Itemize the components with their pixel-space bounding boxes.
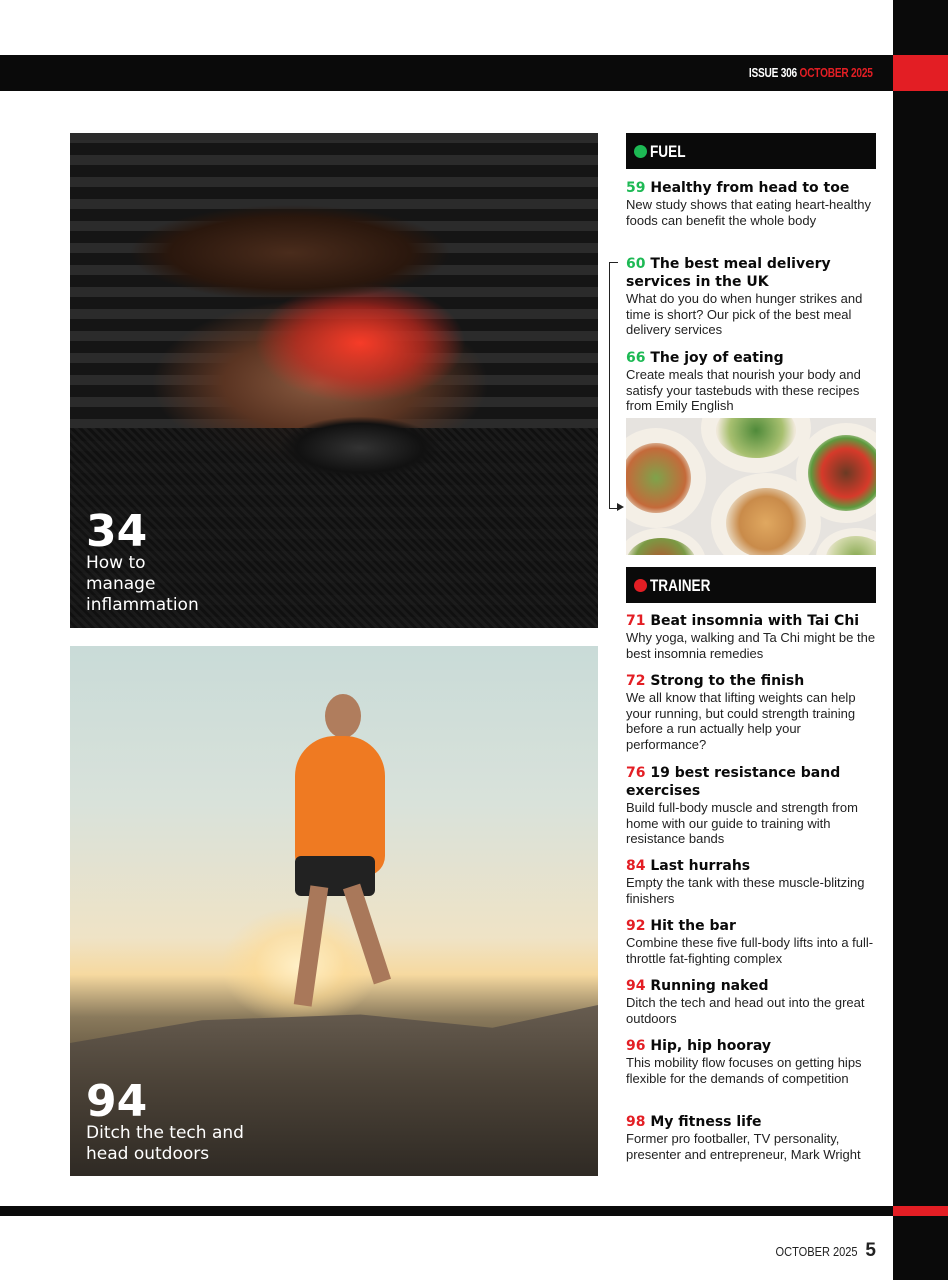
section-header-trainer: [626, 567, 876, 603]
entry-page: 72: [626, 673, 646, 689]
entry-desc: We all know that lifting weights can help your running, but could strength training before a run actually help your performance?: [626, 690, 856, 752]
entry-page: 66: [626, 350, 646, 366]
photo-arm: [110, 133, 470, 333]
entry-page: 84: [626, 858, 646, 874]
entry-title-line: [626, 764, 878, 800]
entry-desc: Create meals that nourish your body and satisfy your tastebuds with these recipes from Emily English: [626, 367, 861, 413]
runner-head: [325, 694, 361, 738]
contents-entry[interactable]: [626, 612, 878, 661]
entry-title-line: [626, 179, 878, 197]
entry-title: Hit the bar: [650, 918, 736, 934]
edge-red-tab: [893, 55, 948, 91]
feature-text-line: manage: [86, 574, 156, 594]
runner-jacket: [295, 736, 385, 876]
entry-title: 19 best resistance band exercises: [626, 765, 841, 799]
contents-entry[interactable]: [626, 1113, 878, 1162]
entry-desc: Former pro footballer, TV personality, presenter and entrepreneur, Mark Wright: [626, 1131, 861, 1162]
entry-page: 60: [626, 256, 646, 272]
section-label: TRAINER: [650, 576, 711, 595]
entry-page: 92: [626, 918, 646, 934]
entry-desc: New study shows that eating heart-healthy foods can benefit the whole body: [626, 197, 871, 228]
section-header-fuel: [626, 133, 876, 169]
feature-text-line: How to: [86, 553, 146, 573]
green-dot-icon: [634, 145, 647, 158]
plate: [701, 418, 811, 473]
issue-number: ISSUE 306: [749, 65, 798, 80]
feature-page-number: 34: [86, 506, 148, 557]
plate: [626, 528, 706, 555]
plate: [626, 428, 706, 528]
entry-title-line: [626, 917, 878, 935]
entry-title-line: [626, 612, 878, 630]
bracket-connector: [609, 262, 618, 509]
feature-text-line: head outdoors: [86, 1144, 210, 1164]
entry-title: Strong to the finish: [650, 673, 805, 689]
entry-title: Beat insomnia with Tai Chi: [650, 613, 860, 629]
entry-title: The joy of eating: [650, 350, 784, 366]
entry-page: 76: [626, 765, 646, 781]
entry-title-line: [626, 672, 878, 690]
feature-photo-inflammation[interactable]: [70, 133, 598, 628]
entry-title: Last hurrahs: [650, 858, 751, 874]
page-number: 5: [865, 1240, 876, 1261]
red-dot-icon: [634, 579, 647, 592]
contents-entry[interactable]: [626, 179, 878, 228]
entry-page: 94: [626, 978, 646, 994]
entry-title-line: [626, 255, 878, 291]
section-label: FUEL: [650, 142, 686, 161]
entry-title-line: [626, 1113, 878, 1131]
entry-title: Hip, hip hooray: [650, 1038, 771, 1054]
footer-bar: [0, 1206, 893, 1216]
feature-text-line: inflammation: [86, 595, 199, 615]
contents-entry[interactable]: [626, 764, 878, 847]
entry-page: 96: [626, 1038, 646, 1054]
entry-title-line: [626, 857, 878, 875]
food-photo[interactable]: [626, 418, 876, 555]
entry-desc: Why yoga, walking and Ta Chi might be the best insomnia remedies: [626, 630, 876, 661]
runner-shorts: [295, 856, 375, 896]
footer-month: OCTOBER 2025: [775, 1244, 858, 1259]
photo-shoe: [280, 413, 440, 483]
contents-entry[interactable]: [626, 857, 878, 906]
footer-folio: [761, 1240, 876, 1262]
feature-caption: [86, 506, 199, 616]
entry-title-line: [626, 977, 878, 995]
issue-month: OCTOBER 2025: [799, 65, 873, 80]
contents-entry[interactable]: [626, 255, 878, 338]
feature-page-number: 94: [86, 1076, 148, 1127]
page-edge-strip: [893, 0, 948, 1280]
entry-page: 59: [626, 180, 646, 196]
entry-desc: Combine these five full-body lifts into a full-throttle fat-fighting complex: [626, 935, 874, 966]
contents-entry[interactable]: [626, 349, 878, 414]
plate: [816, 528, 876, 555]
entry-desc: Build full-body muscle and strength from home with our guide to training with resistance bands: [626, 800, 858, 846]
entry-desc: Empty the tank with these muscle-blitzing finishers: [626, 875, 865, 906]
header-bar: [0, 55, 893, 91]
entry-title-line: [626, 1037, 878, 1055]
issue-line: [749, 65, 873, 80]
entry-title: The best meal delivery services in the UK: [626, 256, 831, 290]
entry-page: 98: [626, 1114, 646, 1130]
entry-title: My fitness life: [650, 1114, 762, 1130]
feature-photo-outdoors[interactable]: [70, 646, 598, 1176]
contents-entry[interactable]: [626, 917, 878, 966]
entry-desc: Ditch the tech and head out into the great outdoors: [626, 995, 865, 1026]
arrow-right-icon: [617, 503, 624, 511]
entry-desc: What do you do when hunger strikes and time is short? Our pick of the best meal delivery services: [626, 291, 863, 337]
entry-desc: This mobility flow focuses on getting hips flexible for the demands of competition: [626, 1055, 862, 1086]
entry-title: Running naked: [650, 978, 769, 994]
contents-entry[interactable]: [626, 977, 878, 1026]
feature-caption: [86, 1076, 244, 1165]
contents-entry[interactable]: [626, 672, 878, 752]
entry-title: Healthy from head to toe: [650, 180, 850, 196]
contents-entry[interactable]: [626, 1037, 878, 1086]
entry-page: 71: [626, 613, 646, 629]
edge-red-tab-bottom: [893, 1206, 948, 1216]
feature-text-line: Ditch the tech and: [86, 1123, 244, 1143]
entry-title-line: [626, 349, 878, 367]
